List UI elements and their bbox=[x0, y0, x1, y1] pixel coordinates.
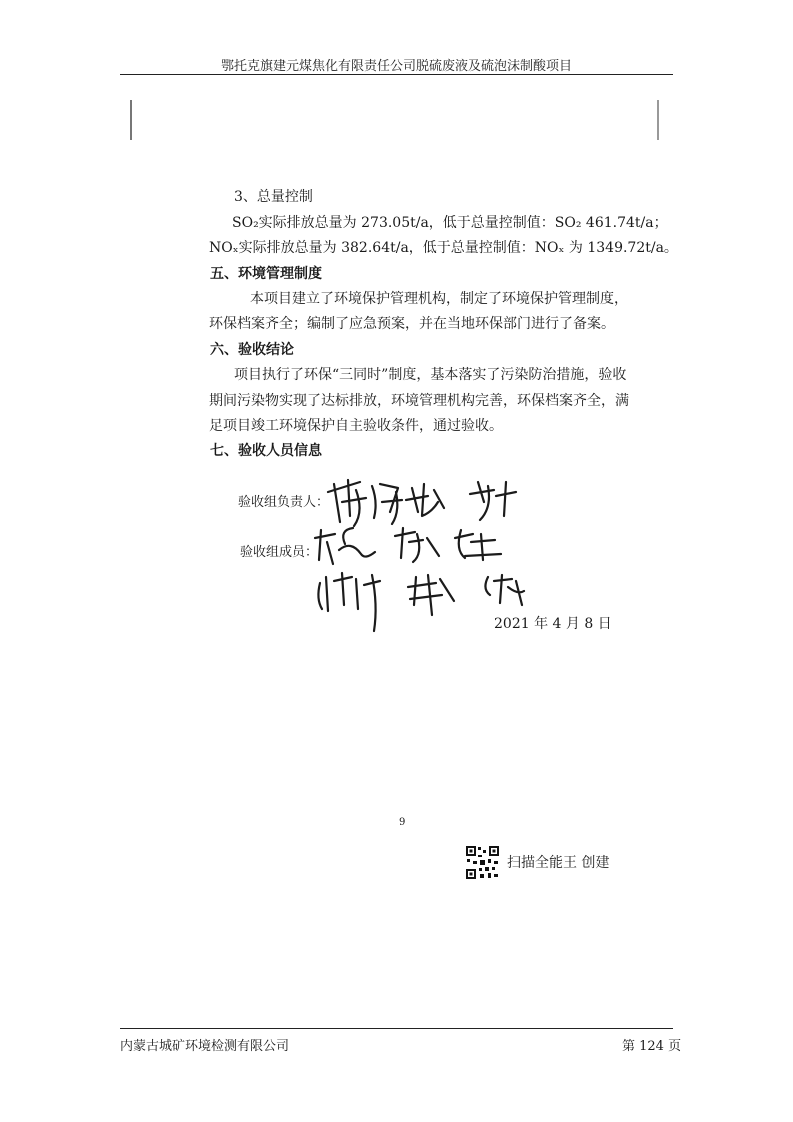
section-6-line-2: 期间污染物实现了达标排放，环境管理机构完善，环保档案齐全，满 bbox=[209, 393, 629, 409]
section-6-heading: 六、验收结论 bbox=[210, 342, 294, 358]
header-title: 鄂托克旗建元煤焦化有限责任公司脱硫废液及硫泡沫制酸项目 bbox=[220, 59, 572, 74]
section-6-line-3: 足项目竣工环境保护自主验收条件，通过验收。 bbox=[209, 418, 503, 434]
footer-page-number: 第 124 页 bbox=[622, 1039, 682, 1054]
leader-label: 验收组负责人： bbox=[238, 495, 330, 510]
section-5-heading: 五、环境管理制度 bbox=[210, 266, 322, 282]
footer-rule bbox=[120, 1028, 673, 1029]
qr-code-icon bbox=[465, 845, 500, 880]
header-rule bbox=[120, 74, 673, 75]
section-6-line-1: 项目执行了环保“三同时”制度，基本落实了污染防治措施，验收 bbox=[234, 367, 627, 383]
scan-edge-right bbox=[657, 100, 659, 140]
section-3-heading: 3、总量控制 bbox=[234, 189, 313, 205]
section-5-line-1: 本项目建立了环境保护管理机构，制定了环境保护管理制度， bbox=[250, 291, 628, 307]
section-3-line-1: SO₂实际排放总量为 273.05t/a，低于总量控制值：SO₂ 461.74t/a； bbox=[232, 215, 668, 231]
members-label: 验收组成员： bbox=[240, 545, 319, 560]
section-3-line-2: NOₓ实际排放总量为 382.64t/a，低于总量控制值：NOₓ 为 1349.72t/a。 bbox=[209, 240, 678, 256]
camscanner-watermark: 扫描全能王 创建 bbox=[507, 855, 610, 871]
section-7-heading: 七、验收人员信息 bbox=[210, 443, 322, 459]
signature-date: 2021 年 4 月 8 日 bbox=[494, 616, 612, 632]
section-5-line-2: 环保档案齐全；编制了应急预案，并在当地环保部门进行了备案。 bbox=[209, 316, 615, 332]
page-number: 9 bbox=[399, 817, 406, 828]
footer-company: 内蒙古城矿环境检测有限公司 bbox=[120, 1039, 290, 1054]
scan-edge-left bbox=[130, 100, 132, 140]
